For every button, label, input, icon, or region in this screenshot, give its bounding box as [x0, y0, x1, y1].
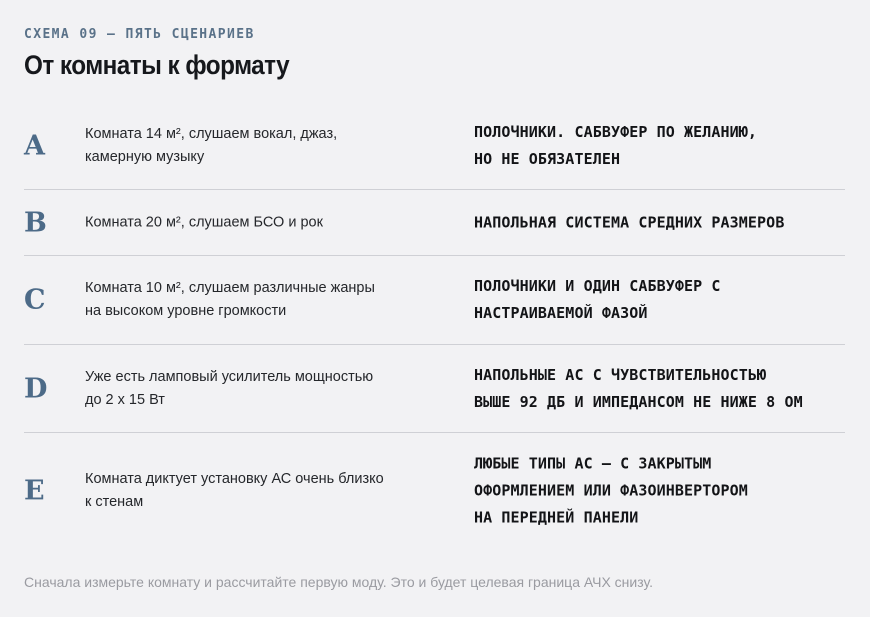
- scenario-line: Комната 10 м², слушаем различные жанры: [85, 280, 375, 296]
- scenario-line: Комната 20 м², слушаем БСО и рок: [85, 214, 323, 230]
- format-line: ОФОРМЛЕНИЕМ ИЛИ ФАЗОИНВЕРТОРОМ: [474, 481, 748, 500]
- scenario-line: Уже есть ламповый усилитель мощностью: [85, 368, 374, 385]
- recommended-format: [474, 119, 845, 173]
- scenario-line: до 2 х 15 Вт: [85, 391, 165, 408]
- format-line: НАСТРАИВАЕМОЙ ФАЗОЙ: [474, 304, 648, 322]
- scenario-description: [85, 277, 415, 323]
- recommended-format: [474, 451, 845, 532]
- scenario-line: к стенам: [85, 494, 144, 510]
- scenario-row-b: [24, 190, 845, 256]
- scenario-description: [85, 366, 415, 412]
- format-line: НА ПЕРЕДНЕЙ ПАНЕЛИ: [474, 508, 639, 527]
- scenario-letter: D: [24, 373, 48, 404]
- recommended-format: [474, 362, 845, 416]
- scenario-line: камерную музыку: [85, 148, 205, 165]
- scenario-line: на высоком уровне громкости: [85, 303, 287, 319]
- format-line: НАПОЛЬНАЯ СИСТЕМА СРЕДНИХ РАЗМЕРОВ: [474, 213, 785, 231]
- scenario-row-e: [24, 433, 845, 549]
- format-line: ПОЛОЧНИКИ И ОДИН САБВУФЕР С: [474, 277, 721, 295]
- scenario-row-a: [24, 102, 845, 190]
- footnote: Сначала измерьте комнату и рассчитайте первую моду. Это и будет целевая граница АЧХ снизу.: [24, 574, 653, 590]
- format-line: НАПОЛЬНЫЕ АС С ЧУВСТВИТЕЛЬНОСТЬЮ: [474, 365, 767, 384]
- scenario-letter: E: [24, 475, 45, 507]
- format-line: НО НЕ ОБЯЗАТЕЛЕН: [474, 149, 621, 168]
- diagram-eyebrow: СХЕМА 09 — ПЯТЬ СЦЕНАРИЕВ: [24, 27, 255, 42]
- format-line: ЛЮБЫЕ ТИПЫ АС — С ЗАКРЫТЫМ: [474, 454, 712, 473]
- scenario-description: [85, 468, 415, 514]
- scenario-letter: A: [24, 130, 45, 161]
- recommended-format: [474, 273, 845, 327]
- scenario-line: Комната диктует установку АС очень близко: [85, 471, 384, 487]
- scenario-row-c: [24, 256, 845, 345]
- scenario-line: Комната 14 м², слушаем вокал, джаз,: [85, 125, 338, 142]
- scenario-row-d: [24, 345, 845, 433]
- format-line: ВЫШЕ 92 ДБ И ИМПЕДАНСОМ НЕ НИЖЕ 8 ОМ: [474, 392, 803, 411]
- scenario-description: [85, 211, 415, 234]
- recommended-format: [474, 209, 845, 236]
- scenario-letter: B: [24, 207, 47, 238]
- format-line: ПОЛОЧНИКИ. САБВУФЕР ПО ЖЕЛАНИЮ,: [474, 122, 758, 141]
- scenario-description: [85, 123, 415, 169]
- diagram-title: От комнаты к формату: [24, 50, 290, 80]
- scenario-letter: C: [24, 284, 46, 316]
